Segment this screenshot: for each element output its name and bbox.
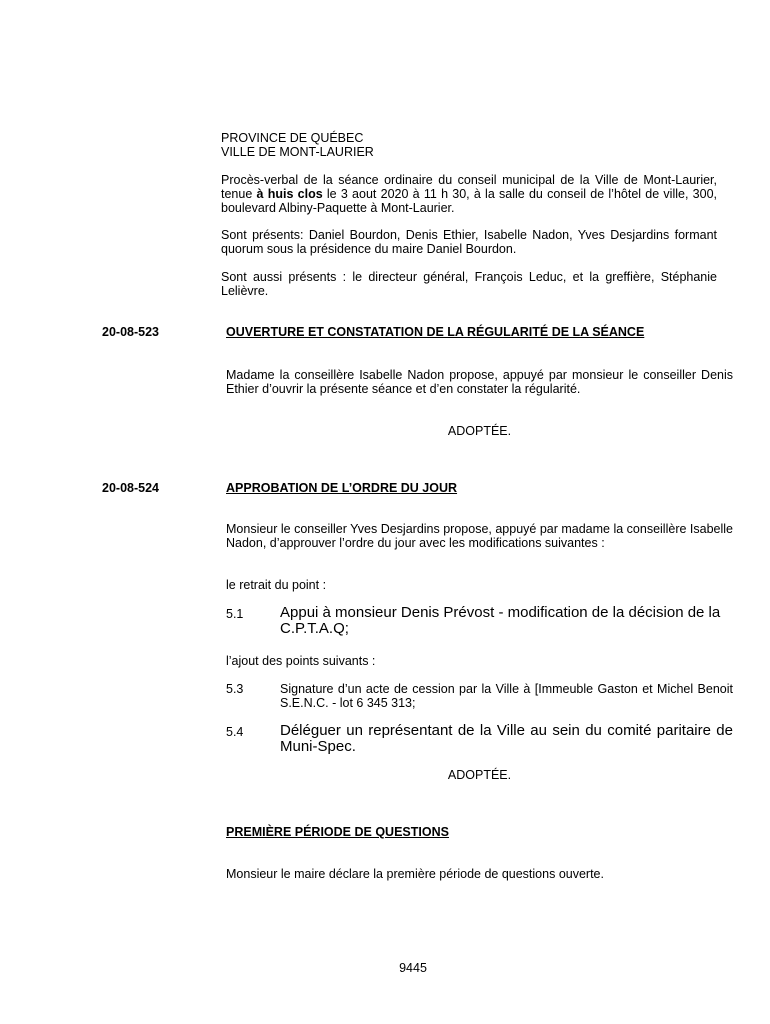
addition-intro: l’ajout des points suivants : <box>226 654 376 668</box>
intro-p1-end: le 3 aout 2020 à 11 h 30, à la salle du conseil de l’hôtel de ville, 300, boulevard Albiny-Paquette à Mont-Laurier. <box>221 187 718 215</box>
header-city: VILLE DE MONT-LAURIER <box>221 145 374 159</box>
adopted-text-2: ADOPTÉE. <box>447 768 512 782</box>
removal-intro: le retrait du point : <box>226 578 327 592</box>
resolution-title-2: APPROBATION DE L’ORDRE DU JOUR <box>226 481 458 495</box>
item-text-5-3: Signature d’un acte de cession par la Ville à [Immeuble Gaston et Michel Benoit S.E.N.C. - lot 6 345 313; <box>280 682 733 710</box>
intro-p1-bold: à huis clos <box>256 187 323 201</box>
page-number-wrap <box>0 961 770 975</box>
item-text-5-1: Appui à monsieur Denis Prévost - modification de la décision de la C.P.T.A.Q; <box>280 604 721 637</box>
item-number-5-4: 5.4 <box>226 725 244 739</box>
intro-paragraph-3: Sont aussi présents : le directeur général, François Leduc, et la greffière, Stéphanie Lelièvre. <box>221 270 717 298</box>
header-province: PROVINCE DE QUÉBEC <box>221 131 364 145</box>
item-text-5-4: Déléguer un représentant de la Ville au sein du comité paritaire de Muni-Spec. <box>280 722 733 755</box>
adopted-label-1 <box>226 424 733 438</box>
intro-paragraph-2: Sont présents: Daniel Bourdon, Denis Ethier, Isabelle Nadon, Yves Desjardins formant quorum sous la présidence du maire Daniel Bourdon. <box>221 228 717 256</box>
resolution-number-2: 20-08-524 <box>102 481 159 495</box>
resolution-body-1: Madame la conseillère Isabelle Nadon propose, appuyé par monsieur le conseiller Denis Ethier d’ouvrir la présente séance et d’en constater la régularité. <box>226 368 733 396</box>
intro-paragraph-1 <box>221 173 717 215</box>
header-block <box>221 131 717 159</box>
questions-body: Monsieur le maire déclare la première période de questions ouverte. <box>226 867 604 881</box>
page-number: 9445 <box>399 961 427 975</box>
adopted-label-2 <box>226 768 733 782</box>
item-number-5-1: 5.1 <box>226 607 244 621</box>
intro-p1-start: Procès-verbal de la séance ordinaire du conseil municipal de la Ville de Mont-Laurier, tenue <box>221 173 717 201</box>
resolution-number-1: 20-08-523 <box>102 325 159 339</box>
resolution-title-1: OUVERTURE ET CONSTATATION DE LA RÉGULARITÉ DE LA SÉANCE <box>226 325 645 339</box>
questions-title: PREMIÈRE PÉRIODE DE QUESTIONS <box>226 825 449 839</box>
adopted-text-1: ADOPTÉE. <box>447 424 512 438</box>
resolution-body-2: Monsieur le conseiller Yves Desjardins propose, appuyé par madame la conseillère Isabelle Nadon, d’approuver l’ordre du jour avec les modifications suivantes : <box>226 522 733 550</box>
item-number-5-3: 5.3 <box>226 682 244 696</box>
